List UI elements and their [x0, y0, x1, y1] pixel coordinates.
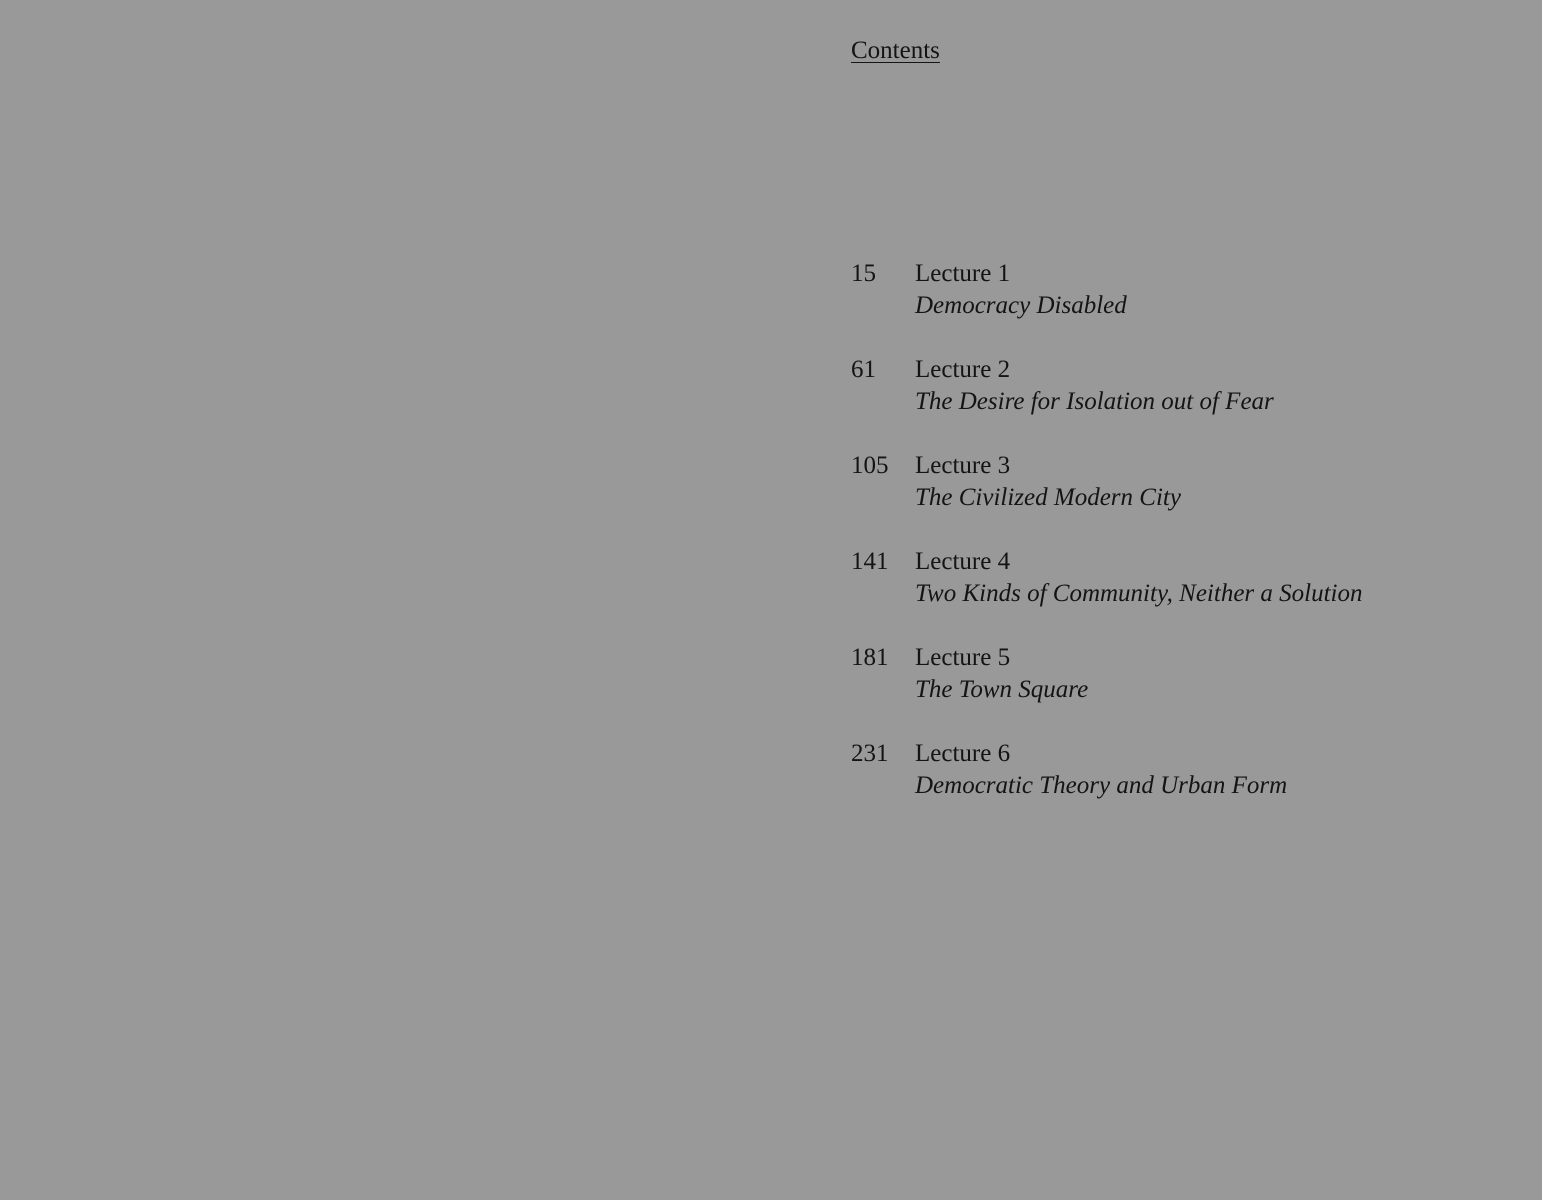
toc-page-number: 105 [851, 452, 889, 479]
toc-entry-text [915, 739, 1505, 801]
lecture-label: Lecture 5 [915, 644, 1011, 671]
lecture-title: Democratic Theory and Urban Form [915, 772, 1288, 799]
toc-entry [851, 643, 1511, 739]
toc-page-number: 231 [851, 740, 889, 767]
toc-entry [851, 739, 1511, 803]
toc-page-number: 61 [851, 356, 876, 383]
toc-entry [851, 547, 1511, 643]
toc-entry-text [915, 259, 1505, 321]
contents-heading: Contents [851, 37, 940, 64]
toc-page-number: 181 [851, 644, 889, 671]
toc-entry-text [915, 355, 1505, 417]
toc-entry-text [915, 451, 1505, 513]
lecture-label: Lecture 1 [915, 260, 1011, 287]
toc-entry [851, 355, 1511, 451]
lecture-title: Two Kinds of Community, Neither a Solution [915, 580, 1363, 607]
lecture-label: Lecture 2 [915, 356, 1011, 383]
toc-entry-text [915, 547, 1505, 609]
lecture-title: The Desire for Isolation out of Fear [915, 388, 1274, 415]
lecture-label: Lecture 4 [915, 548, 1011, 575]
contents-page [851, 36, 1511, 799]
lecture-title: The Town Square [915, 676, 1089, 703]
toc-page-number: 15 [851, 260, 876, 287]
toc-entry [851, 451, 1511, 547]
toc-entry [851, 259, 1511, 355]
lecture-title: The Civilized Modern City [915, 484, 1181, 511]
toc-entry-text [915, 643, 1505, 705]
lecture-label: Lecture 6 [915, 740, 1011, 767]
lecture-title: Democracy Disabled [915, 292, 1127, 319]
toc-page-number: 141 [851, 548, 889, 575]
lecture-label: Lecture 3 [915, 452, 1011, 479]
table-of-contents [851, 259, 1511, 803]
